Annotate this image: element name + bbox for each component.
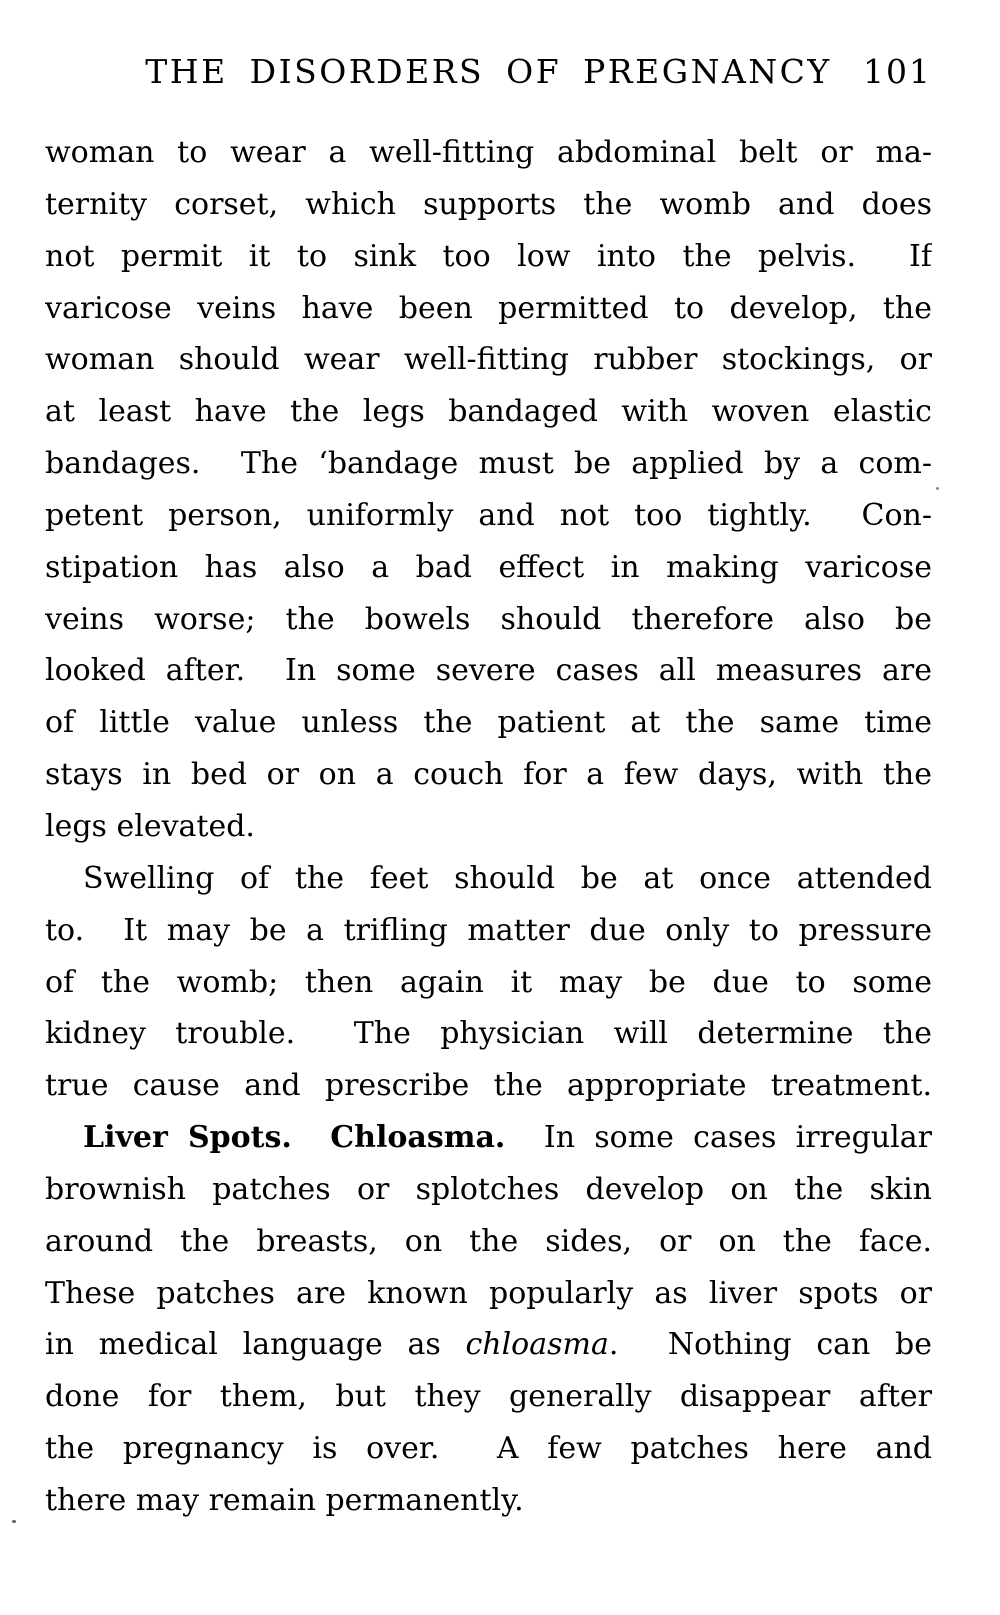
page-body	[45, 127, 932, 1527]
text-line	[45, 1060, 932, 1112]
text-run: stipation has also a bad effect in making varicose	[45, 549, 932, 585]
text-run: . Nothing can be	[608, 1327, 932, 1363]
text-line	[45, 542, 932, 594]
text-line	[45, 1164, 932, 1216]
text-run: petent person, uniformly and not too tightly. Con-	[45, 497, 932, 533]
text-run: of little value unless the patient at the same time	[45, 705, 932, 741]
text-run: to. It may be a trifling matter due only to pressure	[45, 912, 932, 948]
running-head-title: THE DISORDERS OF PREGNANCY	[145, 52, 832, 91]
text-run: stays in bed or on a couch for a few days, with the	[45, 757, 932, 793]
text-run: legs elevated.	[45, 808, 255, 844]
text-run: Swelling of the feet should be at once attended	[83, 860, 932, 896]
text-run: there may remain permanently.	[45, 1482, 524, 1518]
text-line	[45, 1216, 932, 1268]
text-line	[45, 594, 932, 646]
text-run: varicose veins have been permitted to develop, the	[45, 290, 932, 326]
text-run: brownish patches or splotches develop on the skin	[45, 1171, 932, 1207]
text-line	[45, 1423, 932, 1475]
text-line	[45, 231, 932, 283]
text-run: kidney trouble. The physician will determine the	[45, 1016, 932, 1052]
text-run: the pregnancy is over. A few patches here and	[45, 1431, 932, 1467]
text-line	[45, 853, 932, 905]
text-run: veins worse; the bowels should therefore also be	[45, 601, 932, 637]
text-line	[45, 1371, 932, 1423]
text-line	[45, 1008, 932, 1060]
text-run: of the womb; then again it may be due to some	[45, 964, 932, 1000]
text-line	[45, 334, 932, 386]
text-line	[45, 1112, 932, 1164]
text-run: not permit it to sink too low into the pelvis. If	[45, 238, 932, 274]
text-run: ternity corset, which supports the womb and does	[45, 186, 932, 222]
text-line	[45, 1268, 932, 1320]
text-line	[45, 749, 932, 801]
text-line	[45, 438, 932, 490]
text-line	[45, 645, 932, 697]
text-line	[45, 179, 932, 231]
text-run: In some cases irregular	[505, 1120, 932, 1156]
text-run: woman should wear well-fitting rubber stockings, or	[45, 342, 932, 378]
text-line	[45, 127, 932, 179]
text-line	[45, 490, 932, 542]
text-line	[45, 386, 932, 438]
text-run: in medical language as	[45, 1327, 466, 1363]
italic-run: chloasma	[465, 1327, 609, 1363]
scan-speck	[936, 487, 939, 490]
text-line	[45, 801, 932, 853]
page-header	[45, 50, 932, 94]
page-number: 101	[863, 52, 932, 91]
text-run: true cause and prescribe the appropriate treatment.	[45, 1068, 932, 1104]
text-run: woman to wear a well-fitting abdominal belt or ma-	[45, 135, 932, 170]
text-line	[45, 1319, 932, 1371]
text-line	[45, 905, 932, 957]
bold-run: Chloasma.	[330, 1120, 506, 1156]
text-run: These patches are known popularly as liver spots or	[45, 1275, 932, 1311]
scan-speck	[12, 1520, 16, 1523]
text-run: done for them, but they generally disappear after	[45, 1379, 932, 1415]
text-line	[45, 697, 932, 749]
text-run: bandages. The ‘bandage must be applied by a com-	[45, 446, 932, 482]
text-line	[45, 957, 932, 1009]
text-run: at least have the legs bandaged with woven elastic	[45, 394, 932, 430]
bold-run: Liver Spots.	[83, 1120, 292, 1156]
text-line	[45, 283, 932, 335]
text-line	[45, 1475, 932, 1527]
text-run: looked after. In some severe cases all measures are	[45, 653, 932, 689]
text-run: around the breasts, on the sides, or on the face.	[45, 1223, 932, 1259]
text-run	[292, 1120, 330, 1155]
